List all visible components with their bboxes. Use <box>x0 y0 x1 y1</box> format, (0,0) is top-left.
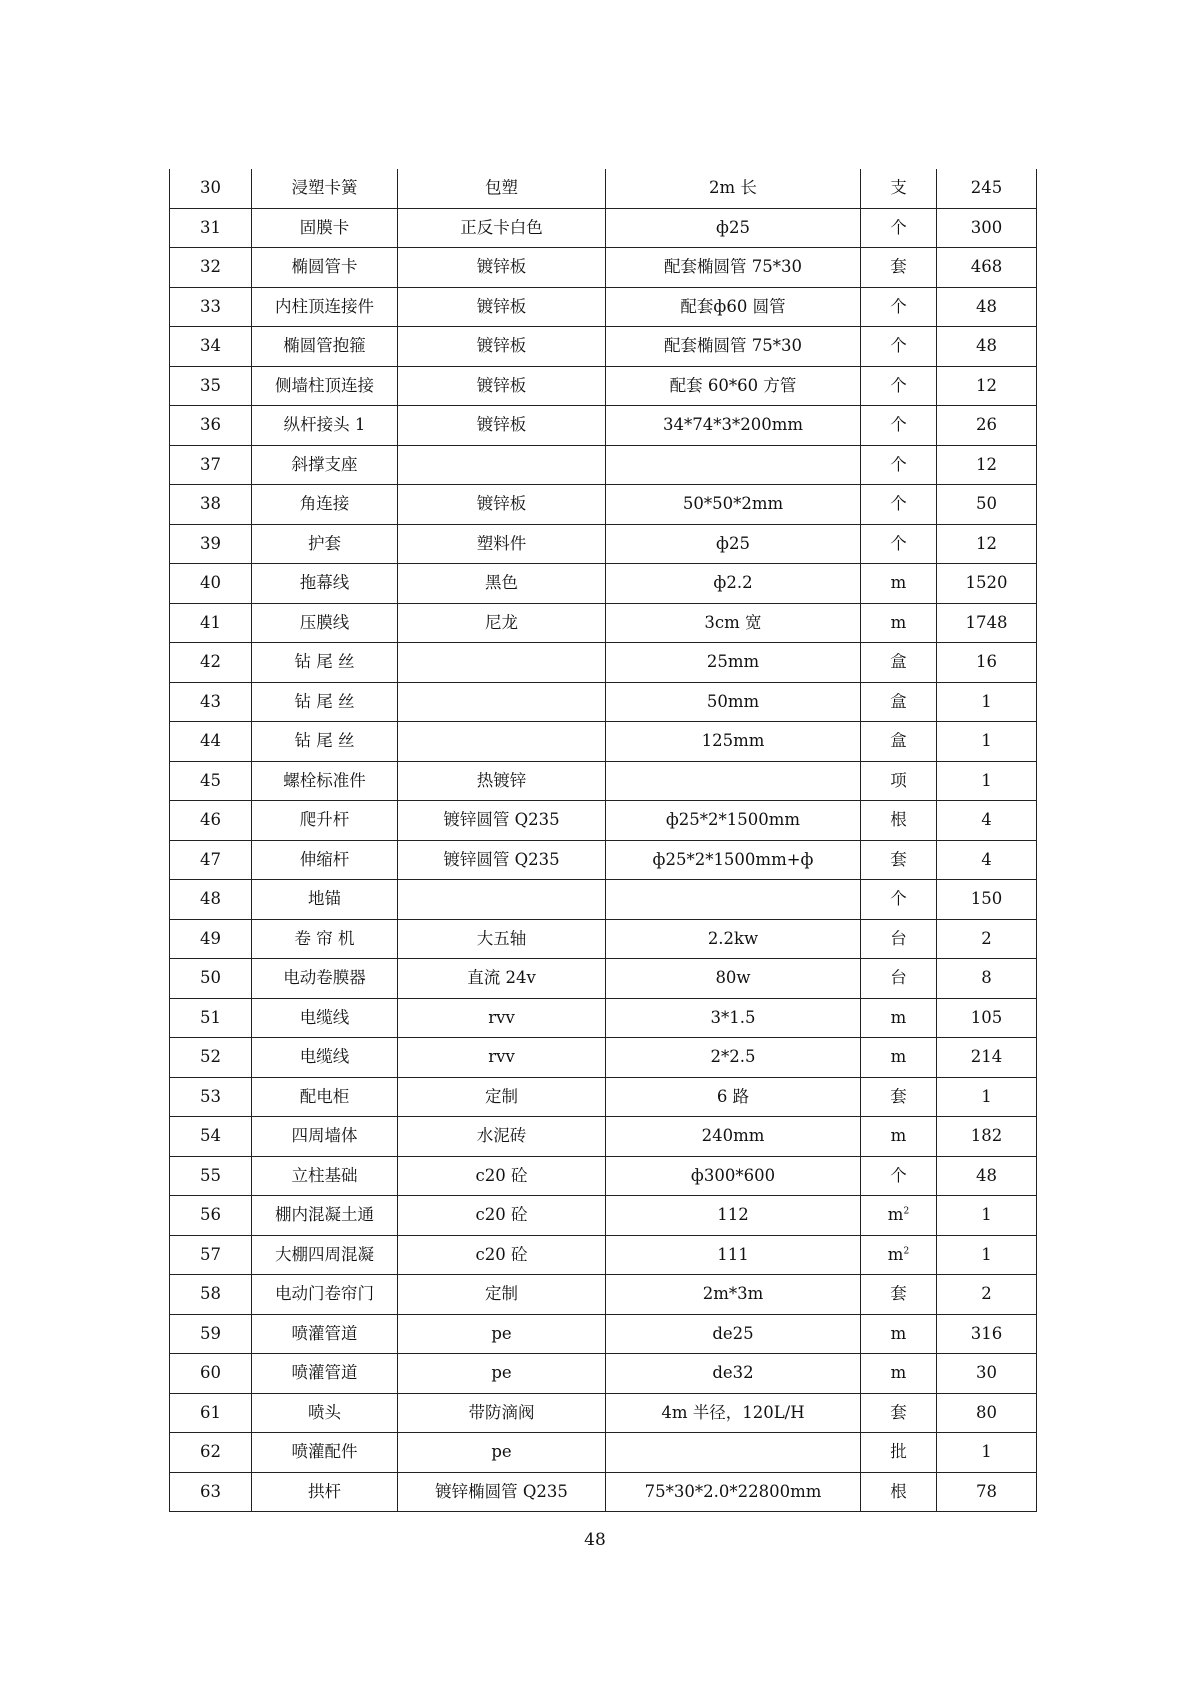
cell-unit: 个 <box>861 880 937 920</box>
cell-number: 51 <box>170 998 252 1038</box>
cell-spec: 配套椭圆管 75*30 <box>606 327 861 367</box>
cell-spec: 配套ф60 圆管 <box>606 287 861 327</box>
cell-name: 地锚 <box>252 880 398 920</box>
cell-name: 侧墙柱顶连接 <box>252 366 398 406</box>
cell-spec: 配套 60*60 方管 <box>606 366 861 406</box>
cell-name: 电动卷膜器 <box>252 959 398 999</box>
cell-unit: 套 <box>861 840 937 880</box>
cell-spec: 50mm <box>606 682 861 722</box>
cell-unit: m <box>861 1314 937 1354</box>
cell-material: 带防滴阀 <box>398 1393 606 1433</box>
cell-unit: 个 <box>861 445 937 485</box>
cell-spec: ф300*600 <box>606 1156 861 1196</box>
cell-name: 电缆线 <box>252 998 398 1038</box>
cell-material: pe <box>398 1314 606 1354</box>
cell-quantity: 316 <box>937 1314 1037 1354</box>
cell-material: pe <box>398 1354 606 1394</box>
cell-material: c20 砼 <box>398 1196 606 1236</box>
cell-unit: 个 <box>861 366 937 406</box>
cell-quantity: 2 <box>937 1275 1037 1315</box>
table-row <box>170 208 1037 248</box>
cell-number: 49 <box>170 919 252 959</box>
cell-unit: 个 <box>861 1156 937 1196</box>
table-row <box>170 801 1037 841</box>
cell-quantity: 105 <box>937 998 1037 1038</box>
cell-unit: 套 <box>861 1275 937 1315</box>
table-row <box>170 1235 1037 1275</box>
cell-spec: 80w <box>606 959 861 999</box>
cell-name: 喷灌配件 <box>252 1433 398 1473</box>
cell-spec: 34*74*3*200mm <box>606 406 861 446</box>
table-row <box>170 445 1037 485</box>
cell-number: 54 <box>170 1117 252 1157</box>
cell-quantity: 48 <box>937 1156 1037 1196</box>
cell-name: 大棚四周混凝 <box>252 1235 398 1275</box>
table-row <box>170 1196 1037 1236</box>
cell-spec: 2m*3m <box>606 1275 861 1315</box>
cell-number: 41 <box>170 603 252 643</box>
table-row <box>170 603 1037 643</box>
table-row <box>170 643 1037 683</box>
cell-number: 55 <box>170 1156 252 1196</box>
table-row <box>170 1077 1037 1117</box>
cell-material: pe <box>398 1433 606 1473</box>
cell-name: 螺栓标准件 <box>252 761 398 801</box>
cell-quantity: 1 <box>937 1433 1037 1473</box>
table-row <box>170 169 1037 208</box>
cell-unit: m <box>861 1038 937 1078</box>
cell-material: 定制 <box>398 1077 606 1117</box>
cell-number: 63 <box>170 1472 252 1512</box>
table-row <box>170 485 1037 525</box>
cell-material: 水泥砖 <box>398 1117 606 1157</box>
cell-spec: 112 <box>606 1196 861 1236</box>
cell-material <box>398 682 606 722</box>
cell-number: 61 <box>170 1393 252 1433</box>
cell-spec: de32 <box>606 1354 861 1394</box>
cell-quantity: 78 <box>937 1472 1037 1512</box>
page-number: 48 <box>584 1530 606 1550</box>
cell-quantity: 1 <box>937 761 1037 801</box>
cell-quantity: 12 <box>937 445 1037 485</box>
table-row <box>170 366 1037 406</box>
cell-unit: 台 <box>861 959 937 999</box>
cell-unit: 台 <box>861 919 937 959</box>
cell-number: 53 <box>170 1077 252 1117</box>
cell-unit: 根 <box>861 801 937 841</box>
cell-quantity: 12 <box>937 366 1037 406</box>
cell-spec: 配套椭圆管 75*30 <box>606 248 861 288</box>
cell-spec: 2m 长 <box>606 169 861 208</box>
cell-number: 60 <box>170 1354 252 1394</box>
table-row <box>170 524 1037 564</box>
cell-name: 立柱基础 <box>252 1156 398 1196</box>
table-row <box>170 682 1037 722</box>
cell-number: 33 <box>170 287 252 327</box>
cell-name: 伸缩杆 <box>252 840 398 880</box>
cell-spec: ф25 <box>606 208 861 248</box>
cell-unit: 套 <box>861 1393 937 1433</box>
cell-material <box>398 722 606 762</box>
cell-number: 40 <box>170 564 252 604</box>
cell-quantity: 468 <box>937 248 1037 288</box>
cell-unit: 盒 <box>861 682 937 722</box>
cell-name: 内柱顶连接件 <box>252 287 398 327</box>
cell-material: 镀锌圆管 Q235 <box>398 801 606 841</box>
cell-number: 38 <box>170 485 252 525</box>
cell-spec: 50*50*2mm <box>606 485 861 525</box>
cell-number: 56 <box>170 1196 252 1236</box>
table-row <box>170 1275 1037 1315</box>
cell-name: 拱杆 <box>252 1472 398 1512</box>
cell-unit: 个 <box>861 208 937 248</box>
cell-name: 护套 <box>252 524 398 564</box>
cell-spec <box>606 445 861 485</box>
cell-material: 大五轴 <box>398 919 606 959</box>
cell-material: 热镀锌 <box>398 761 606 801</box>
cell-name: 喷灌管道 <box>252 1314 398 1354</box>
table-row <box>170 761 1037 801</box>
cell-unit: 个 <box>861 287 937 327</box>
cell-unit: 个 <box>861 406 937 446</box>
cell-unit: 支 <box>861 169 937 208</box>
cell-name: 椭圆管卡 <box>252 248 398 288</box>
cell-material: rvv <box>398 998 606 1038</box>
cell-unit: m <box>861 603 937 643</box>
cell-unit: 盒 <box>861 722 937 762</box>
cell-material <box>398 643 606 683</box>
cell-number: 36 <box>170 406 252 446</box>
cell-name: 拖幕线 <box>252 564 398 604</box>
cell-quantity: 1 <box>937 1077 1037 1117</box>
table-row <box>170 1314 1037 1354</box>
cell-spec: de25 <box>606 1314 861 1354</box>
cell-spec: 125mm <box>606 722 861 762</box>
table-row <box>170 959 1037 999</box>
cell-material: c20 砼 <box>398 1156 606 1196</box>
materials-table-body <box>170 169 1037 1512</box>
table-row <box>170 1038 1037 1078</box>
table-row <box>170 1117 1037 1157</box>
cell-quantity: 12 <box>937 524 1037 564</box>
cell-unit: m <box>861 564 937 604</box>
cell-name: 钻 尾 丝 <box>252 643 398 683</box>
cell-number: 39 <box>170 524 252 564</box>
cell-material: 直流 24v <box>398 959 606 999</box>
cell-quantity: 214 <box>937 1038 1037 1078</box>
cell-material: 定制 <box>398 1275 606 1315</box>
cell-name: 斜撑支座 <box>252 445 398 485</box>
cell-quantity: 4 <box>937 801 1037 841</box>
cell-spec: 75*30*2.0*22800mm <box>606 1472 861 1512</box>
unit-base: m <box>887 1244 904 1264</box>
cell-spec: 3*1.5 <box>606 998 861 1038</box>
cell-unit: m <box>861 1354 937 1394</box>
table-row <box>170 1472 1037 1512</box>
cell-material: rvv <box>398 1038 606 1078</box>
cell-name: 压膜线 <box>252 603 398 643</box>
cell-spec: ф25*2*1500mm+ф <box>606 840 861 880</box>
cell-unit: 项 <box>861 761 937 801</box>
cell-quantity: 2 <box>937 919 1037 959</box>
cell-material: 正反卡白色 <box>398 208 606 248</box>
cell-quantity: 26 <box>937 406 1037 446</box>
cell-unit: 套 <box>861 1077 937 1117</box>
cell-quantity: 1 <box>937 1196 1037 1236</box>
cell-material: 尼龙 <box>398 603 606 643</box>
cell-unit: 套 <box>861 248 937 288</box>
cell-quantity: 150 <box>937 880 1037 920</box>
cell-material: 塑料件 <box>398 524 606 564</box>
cell-quantity: 16 <box>937 643 1037 683</box>
cell-number: 30 <box>170 169 252 208</box>
cell-spec: 2.2kw <box>606 919 861 959</box>
table-row <box>170 406 1037 446</box>
cell-unit: 个 <box>861 327 937 367</box>
table-row <box>170 287 1037 327</box>
cell-spec <box>606 761 861 801</box>
cell-material: 镀锌板 <box>398 327 606 367</box>
cell-material: 镀锌板 <box>398 366 606 406</box>
cell-material: 黑色 <box>398 564 606 604</box>
cell-material: 镀锌板 <box>398 406 606 446</box>
cell-number: 50 <box>170 959 252 999</box>
unit-superscript: 2 <box>903 1206 910 1217</box>
cell-spec <box>606 880 861 920</box>
cell-spec: 6 路 <box>606 1077 861 1117</box>
cell-spec: ф2.2 <box>606 564 861 604</box>
cell-spec: 4m 半径，120L/H <box>606 1393 861 1433</box>
cell-spec: 111 <box>606 1235 861 1275</box>
cell-material: 镀锌板 <box>398 248 606 288</box>
table-row <box>170 1156 1037 1196</box>
cell-material: 镀锌板 <box>398 287 606 327</box>
cell-spec: ф25*2*1500mm <box>606 801 861 841</box>
cell-spec: 25mm <box>606 643 861 683</box>
cell-number: 58 <box>170 1275 252 1315</box>
cell-unit: 批 <box>861 1433 937 1473</box>
cell-name: 浸塑卡簧 <box>252 169 398 208</box>
table-row <box>170 1433 1037 1473</box>
cell-unit: m <box>861 1117 937 1157</box>
cell-name: 角连接 <box>252 485 398 525</box>
cell-quantity: 300 <box>937 208 1037 248</box>
cell-material: 镀锌板 <box>398 485 606 525</box>
table-row <box>170 248 1037 288</box>
table-row <box>170 840 1037 880</box>
materials-table <box>169 169 1037 1512</box>
cell-quantity: 80 <box>937 1393 1037 1433</box>
cell-quantity: 48 <box>937 287 1037 327</box>
cell-unit: 根 <box>861 1472 937 1512</box>
cell-unit: m <box>861 998 937 1038</box>
cell-name: 电动门卷帘门 <box>252 1275 398 1315</box>
cell-number: 47 <box>170 840 252 880</box>
cell-quantity: 1 <box>937 722 1037 762</box>
cell-material: 镀锌圆管 Q235 <box>398 840 606 880</box>
cell-number: 46 <box>170 801 252 841</box>
cell-number: 35 <box>170 366 252 406</box>
cell-quantity: 4 <box>937 840 1037 880</box>
unit-superscript: 2 <box>903 1246 910 1257</box>
cell-number: 52 <box>170 1038 252 1078</box>
table-row <box>170 998 1037 1038</box>
unit-base: m <box>887 1205 904 1225</box>
cell-material <box>398 445 606 485</box>
cell-name: 棚内混凝土通 <box>252 1196 398 1236</box>
cell-name: 固膜卡 <box>252 208 398 248</box>
cell-name: 喷灌管道 <box>252 1354 398 1394</box>
cell-number: 42 <box>170 643 252 683</box>
table-row <box>170 564 1037 604</box>
cell-quantity: 182 <box>937 1117 1037 1157</box>
cell-name: 爬升杆 <box>252 801 398 841</box>
cell-material: c20 砼 <box>398 1235 606 1275</box>
cell-spec: 240mm <box>606 1117 861 1157</box>
cell-name: 卷 帘 机 <box>252 919 398 959</box>
cell-name: 电缆线 <box>252 1038 398 1078</box>
cell-quantity: 1 <box>937 682 1037 722</box>
cell-name: 钻 尾 丝 <box>252 722 398 762</box>
cell-material: 包塑 <box>398 169 606 208</box>
cell-unit <box>861 1235 937 1275</box>
cell-number: 48 <box>170 880 252 920</box>
cell-number: 62 <box>170 1433 252 1473</box>
cell-number: 44 <box>170 722 252 762</box>
table-row <box>170 1354 1037 1394</box>
cell-quantity: 8 <box>937 959 1037 999</box>
table-row <box>170 919 1037 959</box>
cell-name: 喷头 <box>252 1393 398 1433</box>
cell-material <box>398 880 606 920</box>
cell-material: 镀锌椭圆管 Q235 <box>398 1472 606 1512</box>
cell-number: 31 <box>170 208 252 248</box>
cell-spec: ф25 <box>606 524 861 564</box>
cell-name: 纵杆接头 1 <box>252 406 398 446</box>
cell-quantity: 245 <box>937 169 1037 208</box>
table-row <box>170 327 1037 367</box>
cell-unit: 个 <box>861 524 937 564</box>
table-row <box>170 880 1037 920</box>
cell-name: 四周墙体 <box>252 1117 398 1157</box>
table-row <box>170 722 1037 762</box>
cell-name: 配电柜 <box>252 1077 398 1117</box>
cell-number: 59 <box>170 1314 252 1354</box>
cell-spec: 3cm 宽 <box>606 603 861 643</box>
cell-spec: 2*2.5 <box>606 1038 861 1078</box>
cell-quantity: 50 <box>937 485 1037 525</box>
cell-unit: 个 <box>861 485 937 525</box>
cell-number: 34 <box>170 327 252 367</box>
cell-quantity: 1 <box>937 1235 1037 1275</box>
cell-quantity: 30 <box>937 1354 1037 1394</box>
cell-number: 57 <box>170 1235 252 1275</box>
cell-quantity: 1748 <box>937 603 1037 643</box>
cell-unit: 盒 <box>861 643 937 683</box>
cell-quantity: 48 <box>937 327 1037 367</box>
cell-name: 钻 尾 丝 <box>252 682 398 722</box>
cell-number: 45 <box>170 761 252 801</box>
cell-number: 32 <box>170 248 252 288</box>
table-row <box>170 1393 1037 1433</box>
cell-number: 37 <box>170 445 252 485</box>
cell-spec <box>606 1433 861 1473</box>
cell-number: 43 <box>170 682 252 722</box>
cell-quantity: 1520 <box>937 564 1037 604</box>
cell-name: 椭圆管抱箍 <box>252 327 398 367</box>
cell-unit <box>861 1196 937 1236</box>
